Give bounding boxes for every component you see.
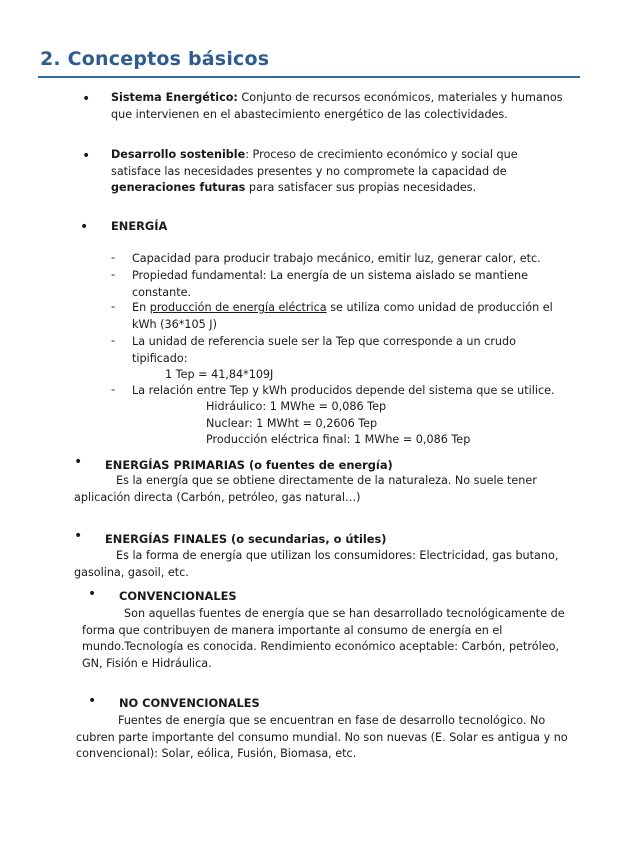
paragraph-convencionales xyxy=(82,606,582,672)
paragraph-text: aplicación directa (Carbón, petróleo, gas natural…) xyxy=(74,490,361,504)
definition-text: que intervienen en el abastecimiento energético de las colectividades. xyxy=(111,107,508,121)
definition-sistema-energetico xyxy=(111,90,591,123)
title-underline xyxy=(38,76,580,78)
paragraph-text: gasolina, gasoil, etc. xyxy=(74,565,189,579)
bullet-icon: • xyxy=(80,219,89,235)
dash-icon: - xyxy=(111,383,116,396)
list-item xyxy=(132,251,572,268)
paragraph-finales xyxy=(74,548,574,581)
definition-desarrollo-sostenible xyxy=(111,147,591,197)
bullet-icon: • xyxy=(82,91,91,107)
section-heading-energia: ENERGÍA xyxy=(111,219,168,233)
dash-icon: - xyxy=(111,268,116,281)
formula-text: 1 Tep = 41,84*109J xyxy=(165,368,274,381)
underlined-phrase: producción de energía eléctrica xyxy=(149,301,327,314)
bullet-icon: • xyxy=(74,528,83,544)
paragraph-text: Son aquellas fuentes de energía que se han desarrollado tecnológicamente de xyxy=(124,607,565,620)
section-heading-convencionales: CONVENCIONALES xyxy=(119,589,237,603)
paragraph-text: Es la forma de energía que utilizan los consumidores: Electricidad, gas butano, xyxy=(116,549,559,562)
definition-text: satisface las necesidades presentes y no compromete la capacidad de xyxy=(111,164,507,178)
list-item xyxy=(132,383,572,400)
conversion-row: Producción eléctrica final: 1 MWhe = 0,086 Tep xyxy=(206,433,471,446)
dash-icon: - xyxy=(111,251,116,264)
item-text: Propiedad fundamental: La energía de un sistema aislado se mantiene xyxy=(132,269,528,282)
paragraph-text: convencional): Solar, eólica, Fusión, Biomasa, etc. xyxy=(76,747,357,760)
item-text: constante. xyxy=(132,285,192,299)
definition-text: para satisfacer sus propias necesidades. xyxy=(245,181,477,194)
definition-text: Conjunto de recursos económicos, materiales y humanos xyxy=(237,91,563,104)
conversion-row: Nuclear: 1 MWht = 0,2606 Tep xyxy=(206,416,378,430)
item-text: se utiliza como unidad de producción el xyxy=(326,301,553,314)
paragraph-text: GN, Fisión e Hidráulica. xyxy=(82,656,212,670)
bullet-icon: • xyxy=(82,148,91,164)
section-heading-primarias: ENERGÍAS PRIMARIAS (o fuentes de energía) xyxy=(105,458,393,472)
list-item xyxy=(132,334,572,384)
list-item xyxy=(132,300,572,333)
list-item xyxy=(132,268,572,301)
bold-phrase: generaciones futuras xyxy=(111,181,246,194)
conversion-row: Hidráulico: 1 MWhe = 0,086 Tep xyxy=(206,400,387,413)
item-text: kWh (36*105 J) xyxy=(132,317,217,331)
paragraph-no-convencionales xyxy=(76,713,586,763)
bullet-icon: • xyxy=(88,693,97,709)
section-heading-no-convencionales: NO CONVENCIONALES xyxy=(119,696,260,710)
dash-icon: - xyxy=(111,334,116,347)
paragraph-text: forma que contribuyen de manera importante al consumo de energía en el xyxy=(82,623,503,637)
paragraph-primarias xyxy=(74,473,574,506)
term-label: Desarrollo sostenible xyxy=(111,148,246,161)
item-text: Capacidad para producir trabajo mecánico, emitir luz, generar calor, etc. xyxy=(132,252,541,265)
conversion-table xyxy=(206,399,470,449)
item-text: En xyxy=(132,301,150,314)
paragraph-text: mundo.Tecnología es conocida. Rendimiento económico aceptable: Carbón, petróleo, xyxy=(82,640,560,653)
item-text: La relación entre Tep y kWh producidos depende del sistema que se utilice. xyxy=(132,384,555,397)
dash-icon: - xyxy=(111,300,116,313)
item-text: tipificado: xyxy=(132,351,188,365)
definition-text: : Proceso de crecimiento económico y social que xyxy=(245,148,518,161)
paragraph-text: cubren parte importante del consumo mundial. No son nuevas (E. Solar es antigua y no xyxy=(76,730,568,744)
section-heading-finales: ENERGÍAS FINALES (o secundarias, o útiles) xyxy=(105,532,387,546)
item-text: La unidad de referencia suele ser la Tep que corresponde a un crudo xyxy=(132,335,516,348)
term-label: Sistema Energético: xyxy=(111,91,238,104)
paragraph-text: Es la energía que se obtiene directamente de la naturaleza. No suele tener xyxy=(116,474,537,487)
bullet-icon: • xyxy=(88,586,97,602)
bullet-icon: • xyxy=(74,454,83,470)
paragraph-text: Fuentes de energía que se encuentran en fase de desarrollo tecnológico. No xyxy=(118,714,546,727)
page-title: 2. Conceptos básicos xyxy=(40,48,270,70)
